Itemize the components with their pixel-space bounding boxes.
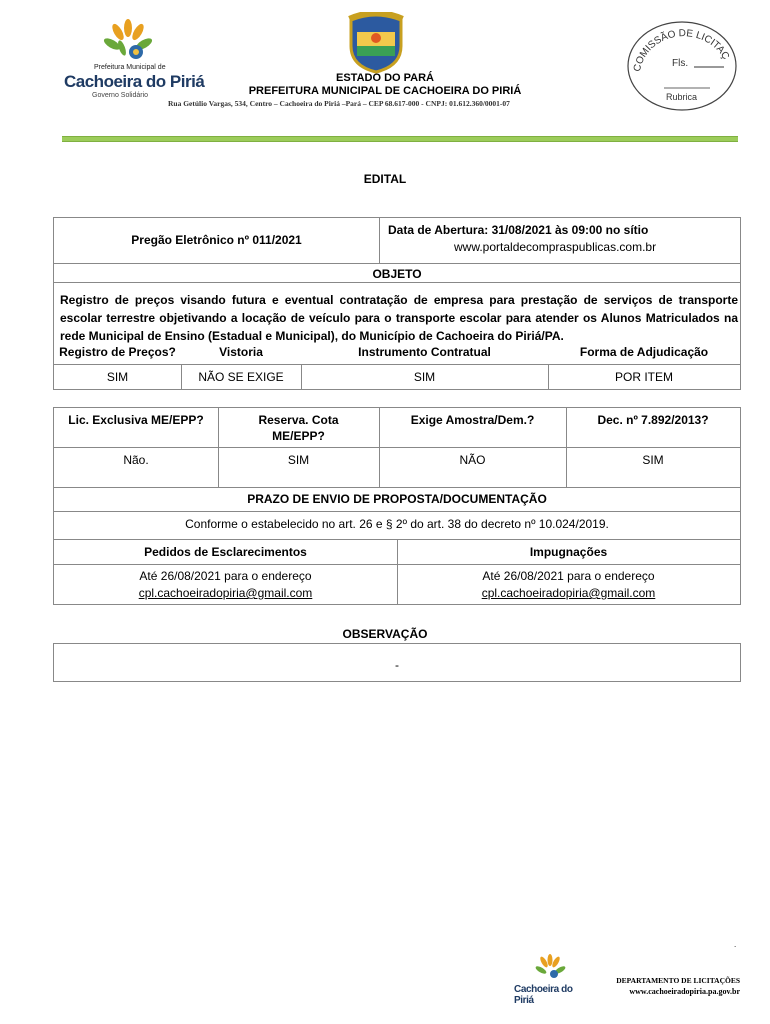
header-forma-adjudicacao: Forma de Adjudicação [579,345,709,359]
header-lic-exclusiva: Lic. Exclusiva ME/EPP? [68,413,204,427]
header-divider [62,136,738,142]
opening-date: Data de Abertura: 31/08/2021 às 09:00 no sítio [388,223,649,237]
header-decreto: Dec. nº 7.892/2013? [597,413,709,427]
pregao-number: Pregão Eletrônico nº 011/2021 [131,233,302,247]
value-vistoria: NÃO SE EXIGE [198,370,284,384]
value-reserva-cota: SIM [287,453,310,467]
header-instrumento-contratual: Instrumento Contratual [358,345,491,359]
prefecture-heading: PREFEITURA MUNICIPAL DE CACHOEIRA DO PIRIÁ [248,85,522,97]
observacao-text: - [395,658,399,672]
stamp-fls-text: Fls. [672,58,689,69]
logo-city-text: Cachoeira do Piriá [64,72,205,91]
address-line: Rua Getúlio Vargas, 534, Centro – Cachoeira do Piriá –Pará – CEP 68.617-000 - CNPJ: 01.612.360/0001-07 [168,99,510,108]
value-instrumento-contratual: SIM [413,370,436,384]
logo-governo-text: Governo Solidário [92,92,149,99]
stamp-rubrica-text: Rubrica [666,92,698,102]
prazo-text: Conforme o estabelecido no art. 26 e § 2º do art. 38 do decreto nº 10.024/2019. [185,517,609,531]
footer-logo-city: Cachoeira do Piriá [514,984,573,1006]
procurement-site-link[interactable]: www.portaldecompraspublicas.com.br [454,240,657,254]
value-forma-adjudicacao: POR ITEM [614,370,673,384]
header-exige-amostra: Exige Amostra/Dem.? [410,413,535,427]
pedidos-email-link[interactable]: cpl.cachoeiradopiria@gmail.com [138,586,313,600]
observacao-box [53,643,741,682]
value-exige-amostra: NÃO [459,453,486,467]
pedidos-deadline: Até 26/08/2021 para o endereço [139,569,312,583]
impugnacoes-heading: Impugnações [529,545,608,559]
header-registro-precos: Registro de Preços? [59,345,176,359]
pedidos-heading: Pedidos de Esclarecimentos [144,545,307,559]
footer-department: DEPARTAMENTO DE LICITAÇÕES [616,976,740,985]
footer-municipal-logo [510,954,590,1006]
state-heading: ESTADO DO PARÁ [336,72,434,84]
observacao-heading: OBSERVAÇÃO [342,627,428,641]
footer-tree-icon [532,954,572,980]
header-reserva-cota-line2: ME/EPP? [272,429,325,443]
impugnacoes-deadline: Até 26/08/2021 para o endereço [482,569,655,583]
document-title: EDITAL [363,172,407,186]
logo-prefeitura-text: Prefeitura Municipal de [94,64,166,71]
objeto-description: Registro de preços visando futura e eventual contratação de empresa para prestação de serviços de transporte escolar terrestre objetivando a locação de veículo para o transporte escolar para atender os Alunos Matriculados na rede Municipal de Ensino (Estadual e Municipal), do Município de Cachoeira do Piriá/PA. [60,293,738,343]
header-reserva-cota-line1: Reserva. Cota [258,413,339,427]
footer-dot: . [734,940,737,949]
impugnacoes-email-link[interactable]: cpl.cachoeiradopiria@gmail.com [481,586,656,600]
value-decreto: SIM [642,453,664,467]
value-registro-precos: SIM [106,370,129,384]
header-vistoria: Vistoria [219,345,263,359]
licitacao-stamp [626,20,738,112]
stamp-commission-text: COMISSÃO DE LICITAÇ [632,28,732,73]
coat-of-arms-icon [343,12,409,74]
objeto-heading: OBJETO [372,267,422,281]
tree-logo-icon [96,18,176,68]
prazo-heading: PRAZO DE ENVIO DE PROPOSTA/DOCUMENTAÇÃO [247,492,547,506]
footer-website[interactable]: www.cachoeiradopiria.pa.gov.br [629,987,740,996]
value-lic-exclusiva: Não. [123,453,149,467]
licitacao-conditions-table [53,407,741,605]
